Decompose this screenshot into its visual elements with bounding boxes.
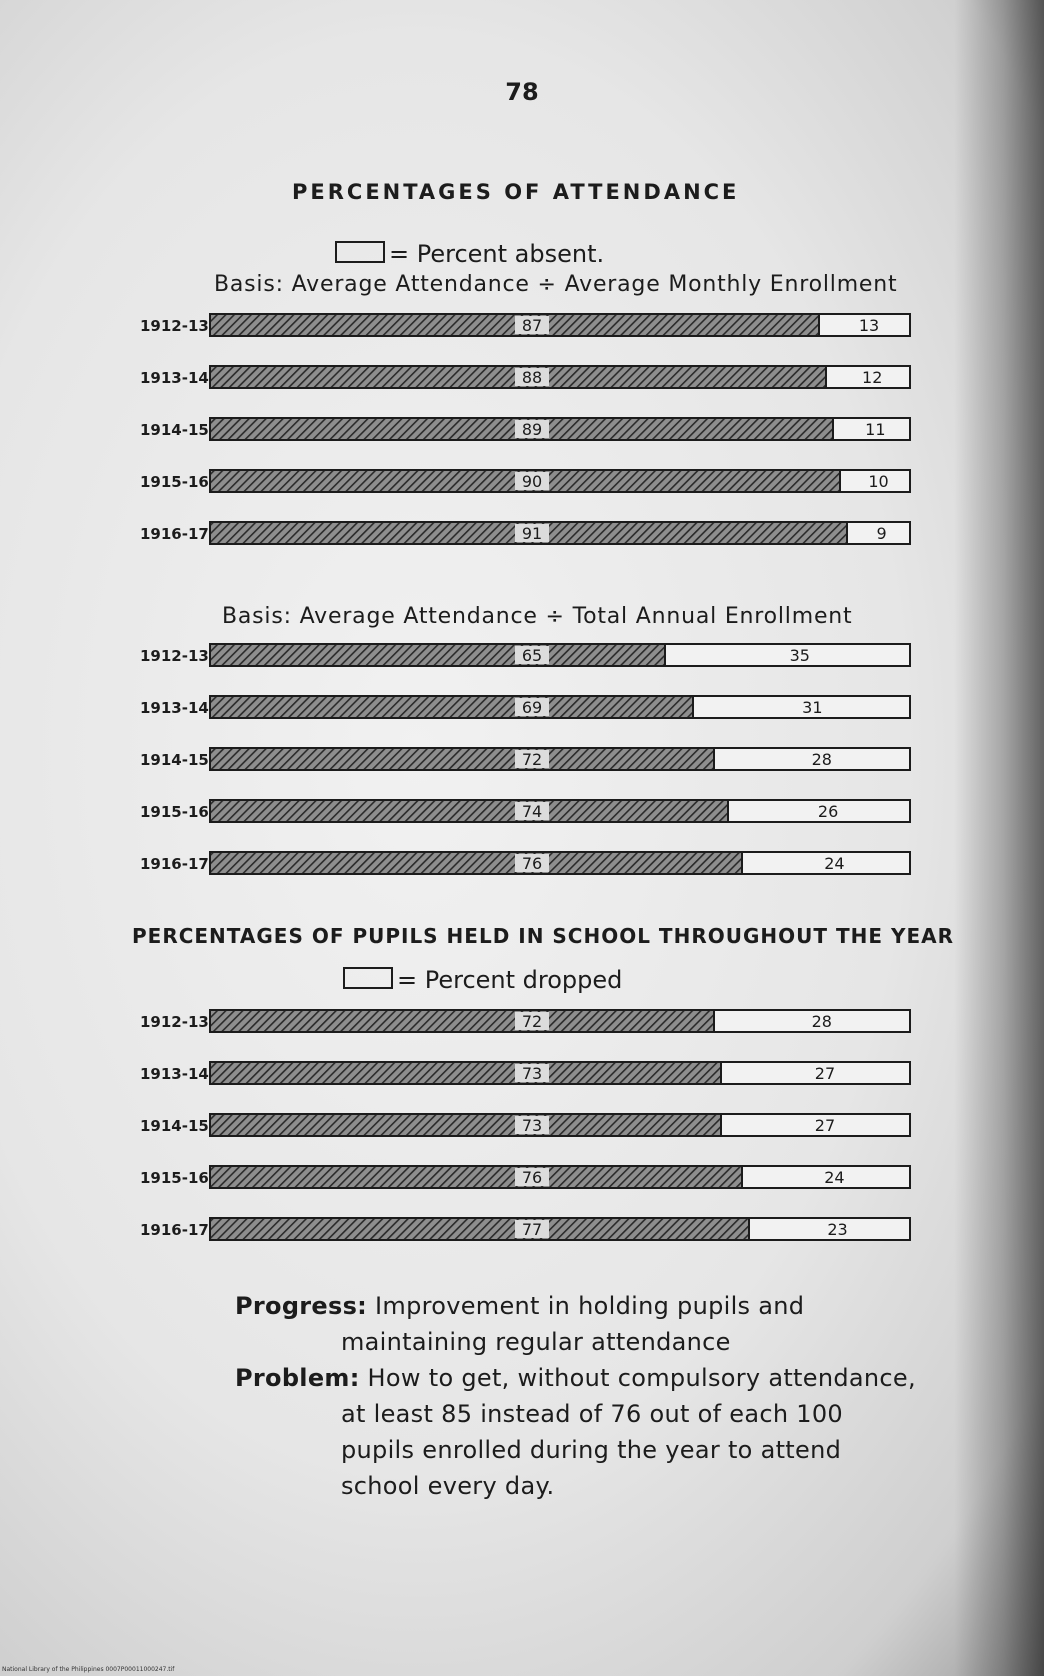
- value-label-filled: 89: [521, 420, 543, 439]
- bar-segment-filled: [210, 748, 714, 770]
- value-label-filled: 65: [521, 646, 543, 665]
- bar-segment-filled: [210, 1166, 742, 1188]
- category-label: 1916-17: [140, 1221, 209, 1239]
- chart-attendance-annual: [140, 636, 980, 936]
- value-label-blank: 23: [827, 1220, 848, 1239]
- value-label-filled: 72: [521, 1012, 543, 1031]
- bar-segment-filled: [210, 314, 819, 336]
- value-label-filled: 91: [521, 524, 543, 543]
- bar-segment-filled: [210, 696, 693, 718]
- chart-pupils-held-svg: [140, 1002, 980, 1302]
- value-label-blank: 12: [862, 368, 883, 387]
- chart1-basis: Basis: Average Attendance ÷ Average Monthly Enrollment: [214, 272, 898, 297]
- problem-label: Problem:: [235, 1364, 360, 1392]
- category-label: 1915-16: [140, 1169, 209, 1187]
- bar-segment-filled: [210, 1114, 721, 1136]
- bar-segment-filled: [210, 644, 665, 666]
- category-label: 1914-15: [140, 751, 209, 769]
- section2-title: PERCENTAGES OF PUPILS HELD IN SCHOOL THROUGHOUT THE YEAR: [132, 924, 954, 948]
- section2-legend-text: = Percent dropped: [397, 966, 623, 994]
- problem-line3: pupils enrolled during the year to attend: [341, 1436, 842, 1464]
- progress-line1: Improvement in holding pupils and: [375, 1292, 805, 1320]
- value-label-filled: 77: [521, 1220, 543, 1239]
- bar-segment-filled: [210, 800, 728, 822]
- problem-line4: school every day.: [341, 1472, 555, 1500]
- legend-blank-swatch: [335, 241, 385, 263]
- value-label-filled: 73: [521, 1064, 543, 1083]
- value-label-filled: 76: [521, 854, 543, 873]
- category-label: 1913-14: [140, 1065, 209, 1083]
- value-label-blank: 27: [814, 1116, 836, 1135]
- chart-attendance-monthly: [140, 306, 980, 606]
- value-label-blank: 24: [824, 1168, 845, 1187]
- value-label-filled: 69: [521, 698, 543, 717]
- category-label: 1913-14: [140, 369, 209, 387]
- value-label-filled: 88: [521, 368, 543, 387]
- category-label: 1912-13: [140, 647, 209, 665]
- page-number: 78: [505, 78, 539, 106]
- value-label-blank: 26: [817, 802, 839, 821]
- value-label-blank: 10: [868, 472, 889, 491]
- section2-legend: [343, 966, 622, 994]
- category-label: 1915-16: [140, 473, 209, 491]
- value-label-filled: 72: [521, 750, 543, 769]
- progress-label: Progress:: [235, 1292, 368, 1320]
- bar-segment-blank: [665, 644, 910, 666]
- value-label-blank: 28: [811, 750, 832, 769]
- category-label: 1913-14: [140, 699, 209, 717]
- value-label-blank: 27: [814, 1064, 836, 1083]
- chart-pupils-held: [140, 1002, 980, 1302]
- value-label-blank: 31: [802, 698, 823, 717]
- category-label: 1912-13: [140, 1013, 209, 1031]
- chart2-basis: Basis: Average Attendance ÷ Total Annual Enrollment: [222, 604, 853, 629]
- value-label-filled: 74: [521, 802, 543, 821]
- value-label-filled: 73: [521, 1116, 543, 1135]
- category-label: 1916-17: [140, 855, 209, 873]
- problem-line1: How to get, without compulsory attendance,: [367, 1364, 916, 1392]
- bar-segment-filled: [210, 1062, 721, 1084]
- notes: [235, 1288, 916, 1504]
- progress-line2: maintaining regular attendance: [341, 1328, 731, 1356]
- category-label: 1914-15: [140, 1117, 209, 1135]
- section1-title: PERCENTAGES OF ATTENDANCE: [292, 180, 740, 204]
- section1-legend-text: = Percent absent.: [389, 240, 605, 268]
- value-label-blank: 28: [811, 1012, 832, 1031]
- category-label: 1914-15: [140, 421, 209, 439]
- bar-segment-filled: [210, 1218, 749, 1240]
- problem-line2: at least 85 instead of 76 out of each 100: [341, 1400, 843, 1428]
- value-label-blank: 11: [865, 420, 886, 439]
- value-label-blank: 35: [789, 646, 810, 665]
- value-label-filled: 90: [521, 472, 543, 491]
- category-label: 1912-13: [140, 317, 209, 335]
- category-label: 1915-16: [140, 803, 209, 821]
- legend-blank-swatch-2: [343, 967, 393, 989]
- value-label-blank: 13: [858, 316, 880, 335]
- value-label-filled: 76: [521, 1168, 543, 1187]
- section1-legend: [335, 240, 604, 268]
- chart-attendance-annual-svg: [140, 636, 980, 936]
- value-label-blank: 24: [824, 854, 845, 873]
- category-label: 1916-17: [140, 525, 209, 543]
- chart-attendance-monthly-svg: [140, 306, 980, 606]
- scan-footer: National Library of the Philippines 0007P00011000247.tif: [2, 1666, 175, 1673]
- bar-segment-filled: [210, 1010, 714, 1032]
- bar-segment-filled: [210, 852, 742, 874]
- value-label-blank: 9: [876, 524, 887, 543]
- value-label-filled: 87: [521, 316, 543, 335]
